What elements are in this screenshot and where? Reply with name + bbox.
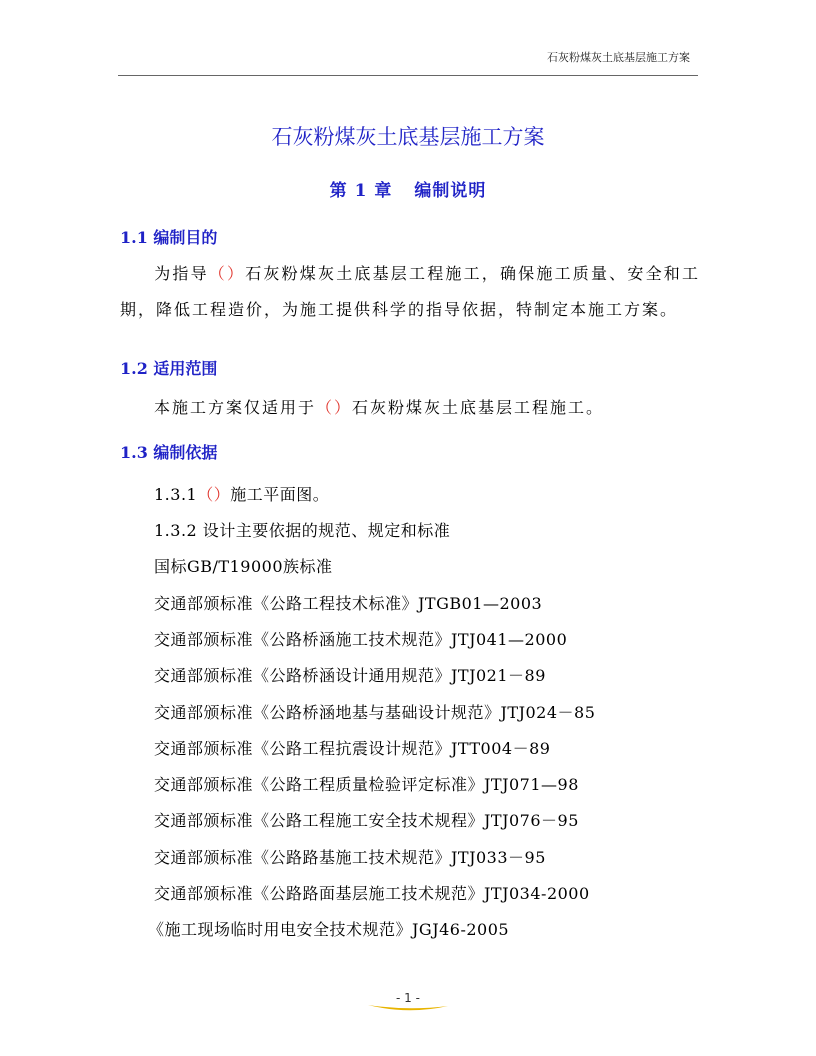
header-rule [118,75,698,76]
section-1-1-paragraph [120,256,700,328]
standard-item: 交通部颁标准《公路工程质量检验评定标准》JTJ071—98 [154,775,579,794]
standard-item: 交通部颁标准《公路工程抗震设计规范》JTT004－89 [154,739,551,758]
standard-item: 交通部颁标准《公路路面基层施工技术规范》JTJ034-2000 [154,884,590,903]
standard-item: 交通部颁标准《公路路基施工技术规范》JTJ033－95 [154,848,546,867]
standard-item: 国标GB/T19000族标准 [154,557,333,576]
chapter-number: 第 1 章 [329,181,393,201]
document-title: 石灰粉煤灰土底基层施工方案 [271,125,545,149]
placeholder-bracket: （） [316,398,353,417]
header-title: 石灰粉煤灰土底基层施工方案 [547,51,690,64]
paragraph-text: 石灰粉煤灰土底基层工程施工，确保施工质量、安全和工期，降低工程造价，为施工提供科学的指导依据，特制定本施工方案。 [120,264,700,319]
placeholder-bracket: （） [208,264,246,283]
item-number: 1.3.1 [154,485,198,504]
page-number: - 1 - [396,991,420,1005]
placeholder-bracket: （） [197,485,231,504]
paragraph-text: 本施工方案仅适用于 [154,398,317,417]
standard-item: 交通部颁标准《公路桥涵设计通用规范》JTJ021－89 [154,666,546,685]
section-heading-1-3: 1.3 编制依据 [120,443,218,462]
paragraph-text: 为指导 [154,264,209,283]
standard-item: 交通部颁标准《公路桥涵地基与基础设计规范》JTJ024－85 [154,703,596,722]
chapter-title: 编制说明 [414,181,487,201]
paragraph-text: 石灰粉煤灰土底基层工程施工。 [352,398,605,417]
section-heading-1-1: 1.1 编制目的 [120,228,218,247]
standard-item: 交通部颁标准《公路工程技术标准》JTGB01—2003 [154,594,543,613]
section-1-2-paragraph [120,390,700,426]
standard-item: 交通部颁标准《公路桥涵施工技术规范》JTJ041—2000 [154,630,568,649]
chapter-heading [0,176,816,201]
list-item-1-3-2: 1.3.2 设计主要依据的规范、规定和标准 [154,521,451,540]
list-item-1-3-1 [154,482,329,505]
section-heading-1-2: 1.2 适用范围 [120,359,218,378]
item-text: 施工平面图。 [230,485,330,504]
page-number-swoosh-icon [366,1000,450,1014]
standard-item: 《施工现场临时用电安全技术规范》JGJ46-2005 [148,920,510,939]
standard-item: 交通部颁标准《公路工程施工安全技术规程》JTJ076－95 [154,811,579,830]
